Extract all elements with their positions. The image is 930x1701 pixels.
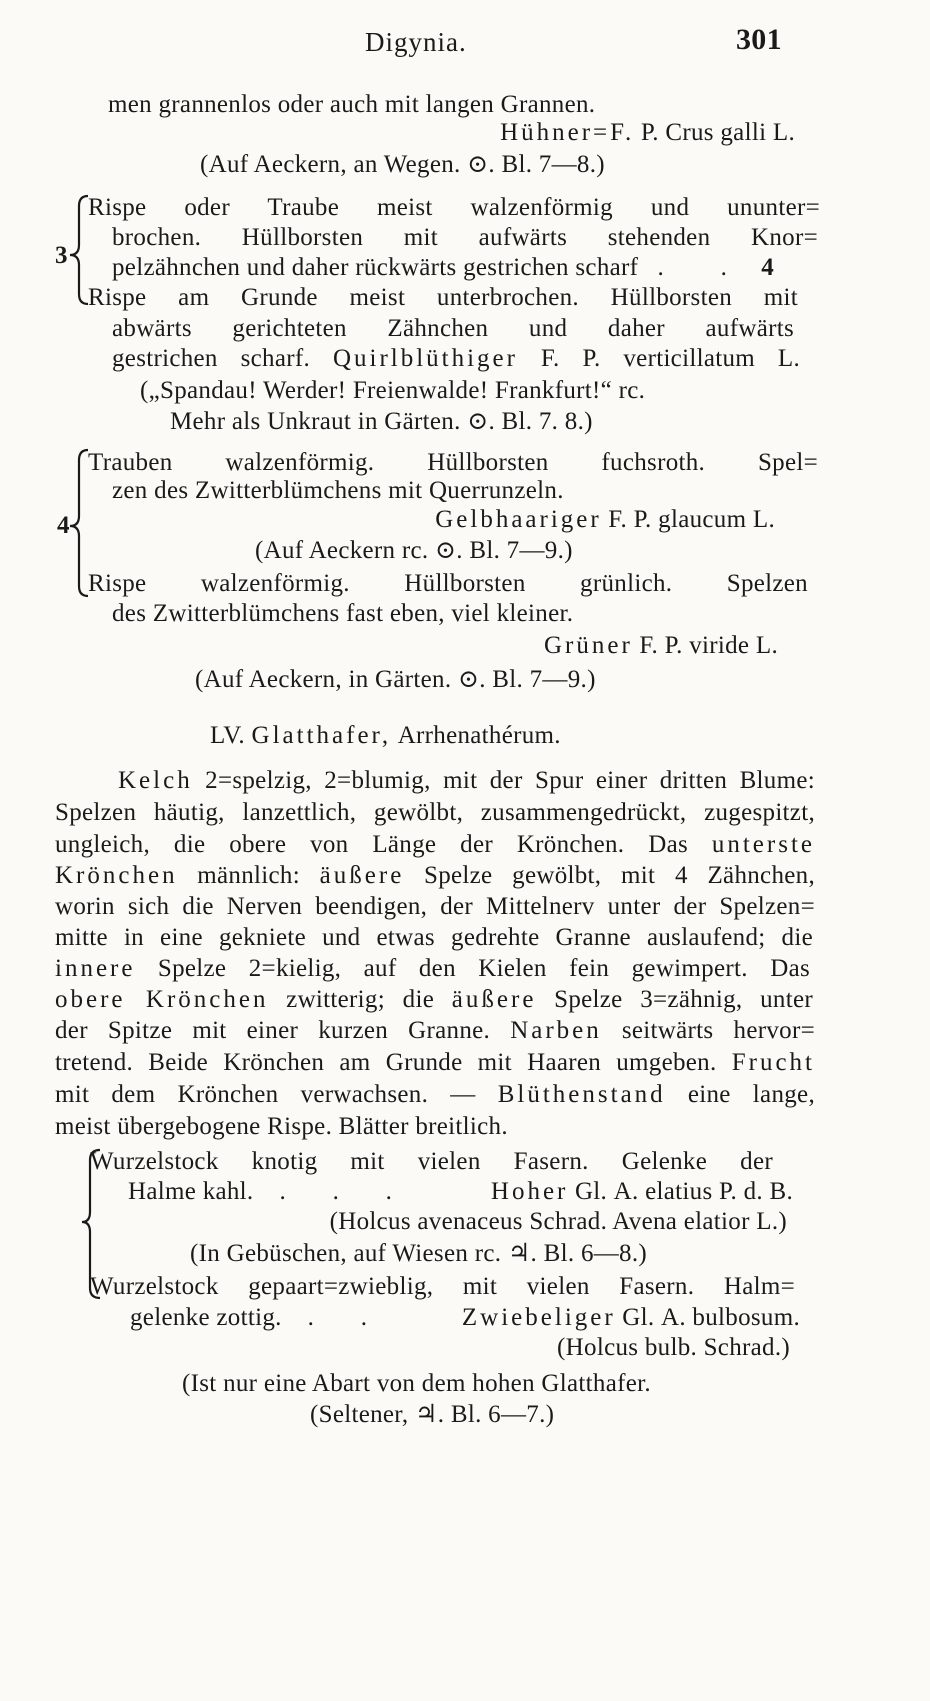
brace-couplet-3 bbox=[70, 196, 88, 304]
genus-numeral: LV. bbox=[210, 722, 245, 749]
species-entry-viride bbox=[544, 632, 778, 660]
description-text: mitte in eine gekniete und etwas gedrehte Granne auslaufend; die bbox=[55, 924, 813, 951]
species-entry-crus-galli bbox=[500, 119, 795, 147]
description-text: männlich: bbox=[177, 862, 320, 889]
spaced-term: äußere bbox=[451, 986, 537, 1013]
habitat-note: (Auf Aeckern, an Wegen. ⊙. Bl. 7—8.) bbox=[200, 151, 605, 178]
synonym-note: (Holcus avenaceus Schrad. Avena elatior L.) bbox=[329, 1208, 787, 1235]
key-line-text: pelzähnchen und daher rückwärts gestrichen scharf bbox=[112, 254, 639, 281]
description-text: Spelze gewölbt, mit 4 Zähnchen, bbox=[404, 862, 815, 889]
habitat-note: („Spandau! Werder! Freienwalde! Frankfurt!“ rc. bbox=[140, 377, 646, 404]
text-line: men grannenlos oder auch mit langen Grannen. bbox=[108, 91, 596, 118]
genus-german-name: Glatthafer, bbox=[251, 722, 392, 749]
habitat-note: (Ist nur eine Abart von dem hohen Glatthafer. bbox=[182, 1370, 651, 1397]
genus-latin-name: Arrhenathérum. bbox=[397, 722, 561, 749]
description-text: Spelzen häutig, lanzettlich, gewölbt, zusammengedrückt, zugespitzt, bbox=[55, 799, 815, 826]
spaced-term: Kelch bbox=[118, 767, 193, 794]
description-line bbox=[55, 1049, 815, 1077]
spaced-term: Krönchen bbox=[55, 862, 178, 889]
habitat-note: (In Gebüschen, auf Wiesen rc. ♃. Bl. 6—8.) bbox=[190, 1240, 648, 1267]
description-line bbox=[55, 799, 815, 827]
description-text: tretend. Beide Krönchen am Grunde mit Haaren umgeben. bbox=[55, 1049, 732, 1076]
species-common-name: Hoher bbox=[490, 1178, 569, 1205]
habitat-note: (Seltener, ♃. Bl. 6—7.) bbox=[310, 1401, 555, 1428]
key-line-text: gestrichen scharf. bbox=[112, 345, 311, 372]
leader-dots: . . bbox=[307, 1304, 368, 1331]
key-line-with-lead bbox=[112, 254, 774, 282]
running-title: Digynia. bbox=[365, 27, 467, 57]
spaced-term: Frucht bbox=[731, 1049, 815, 1076]
key-line: Wurzelstock knotig mit vielen Fasern. Gelenke der bbox=[90, 1148, 773, 1175]
brace-couplet-4 bbox=[70, 450, 88, 596]
genus-abbreviation: Gl. bbox=[574, 1178, 608, 1205]
key-line: Trauben walzenförmig. Hüllborsten fuchsroth. Spel= bbox=[88, 449, 818, 476]
leader-dots: . . . bbox=[279, 1178, 393, 1205]
description-text: worin sich die Nerven beendigen, der Mittelnerv unter der Spelzen= bbox=[55, 893, 815, 920]
genus-abbreviation: Gl. bbox=[622, 1304, 655, 1331]
description-text: der Spitze mit einer kurzen Granne. bbox=[55, 1017, 511, 1044]
description-line bbox=[55, 893, 815, 921]
key-line: Wurzelstock gepaart=zwieblig, mit vielen Fasern. Halm= bbox=[90, 1273, 795, 1300]
description-line bbox=[55, 986, 813, 1014]
description-text: seitwärts hervor= bbox=[601, 1017, 815, 1044]
species-common-name: Quirlblüthiger bbox=[332, 345, 518, 372]
key-line: brochen. Hüllborsten mit aufwärts stehenden Knor= bbox=[112, 224, 818, 251]
description-text: 2=spelzig, 2=blumig, mit der Spur einer dritten Blume: bbox=[192, 767, 815, 794]
species-latin-name: A. elatius P. d. B. bbox=[613, 1178, 793, 1205]
spaced-term: äußere bbox=[319, 862, 405, 889]
description-text: Spelze 3=zähnig, unter bbox=[536, 986, 813, 1013]
spaced-term: obere Krönchen bbox=[55, 986, 269, 1013]
lead-number: 4 bbox=[761, 254, 774, 281]
couplet-number: 3 bbox=[55, 242, 68, 269]
genus-abbreviation: F. bbox=[639, 632, 659, 659]
spaced-term: Narben bbox=[510, 1017, 602, 1044]
description-line bbox=[118, 767, 815, 795]
key-line: Rispe am Grunde meist unterbrochen. Hüllborsten mit bbox=[88, 284, 798, 311]
description-line bbox=[55, 955, 810, 983]
species-latin-name: P. glaucum L. bbox=[633, 506, 775, 533]
species-common-name: Grüner bbox=[543, 632, 633, 659]
habitat-note: (Auf Aeckern rc. ⊙. Bl. 7—9.) bbox=[255, 537, 573, 564]
species-name-group bbox=[491, 1178, 793, 1206]
species-common-name: Hühner=F. bbox=[500, 119, 635, 146]
genus-abbreviation: F. bbox=[608, 506, 628, 533]
habitat-note: Mehr als Unkraut in Gärten. ⊙. Bl. 7. 8.) bbox=[170, 408, 593, 435]
key-line-text: Halme kahl. bbox=[128, 1178, 254, 1205]
description-text: eine lange, bbox=[665, 1081, 815, 1108]
description-text: Spelze 2=kielig, auf den Kielen fein gewimpert. Das bbox=[135, 955, 810, 982]
description-line bbox=[55, 924, 813, 952]
description-text: meist übergebogene Rispe. Blätter breitlich. bbox=[55, 1113, 508, 1140]
species-common-name: Zwiebeliger bbox=[461, 1304, 616, 1331]
spaced-term: innere bbox=[55, 955, 136, 982]
description-text: ungleich, die obere von Länge der Krönchen. Das bbox=[55, 831, 712, 858]
species-entry-verticillatum bbox=[112, 345, 800, 373]
species-entry-glaucum bbox=[435, 506, 775, 534]
description-line bbox=[55, 862, 815, 890]
species-entry-bulbosum bbox=[130, 1304, 800, 1332]
description-line bbox=[55, 1017, 815, 1045]
description-line bbox=[55, 831, 815, 859]
species-latin-name: P. verticillatum L. bbox=[582, 345, 801, 372]
species-latin-name: P. Crus galli L. bbox=[640, 119, 795, 146]
species-entry-elatius bbox=[128, 1178, 793, 1206]
couplet-number: 4 bbox=[57, 512, 70, 539]
description-text: mit dem Krönchen verwachsen. — bbox=[55, 1081, 498, 1108]
key-line-text: gelenke zottig. bbox=[130, 1304, 282, 1331]
key-line: des Zwitterblümchens fast eben, viel kleiner. bbox=[112, 600, 574, 627]
species-latin-name: A. bulbosum. bbox=[660, 1304, 800, 1331]
species-name-group bbox=[462, 1304, 800, 1332]
spaced-term: unterste bbox=[711, 831, 815, 858]
genus-abbreviation: F. bbox=[540, 345, 560, 372]
synonym-note: (Holcus bulb. Schrad.) bbox=[557, 1334, 790, 1361]
habitat-note: (Auf Aeckern, in Gärten. ⊙. Bl. 7—9.) bbox=[195, 666, 596, 693]
description-text: zwitterig; die bbox=[268, 986, 452, 1013]
species-latin-name: P. viride L. bbox=[664, 632, 778, 659]
key-line: Rispe oder Traube meist walzenförmig und ununter= bbox=[88, 194, 820, 221]
key-line: zen des Zwitterblümchens mit Querrunzeln. bbox=[112, 477, 564, 504]
page-number: 301 bbox=[736, 23, 782, 56]
species-common-name: Gelbhaariger bbox=[435, 506, 602, 533]
spaced-term: Blüthenstand bbox=[497, 1081, 666, 1108]
description-line bbox=[55, 1081, 815, 1109]
leader-dots: . . bbox=[657, 254, 728, 281]
key-line: Rispe walzenförmig. Hüllborsten grünlich. Spelzen bbox=[88, 570, 808, 597]
genus-heading bbox=[210, 722, 561, 750]
description-line bbox=[55, 1113, 508, 1141]
key-line: abwärts gerichteten Zähnchen und daher aufwärts bbox=[112, 315, 794, 342]
